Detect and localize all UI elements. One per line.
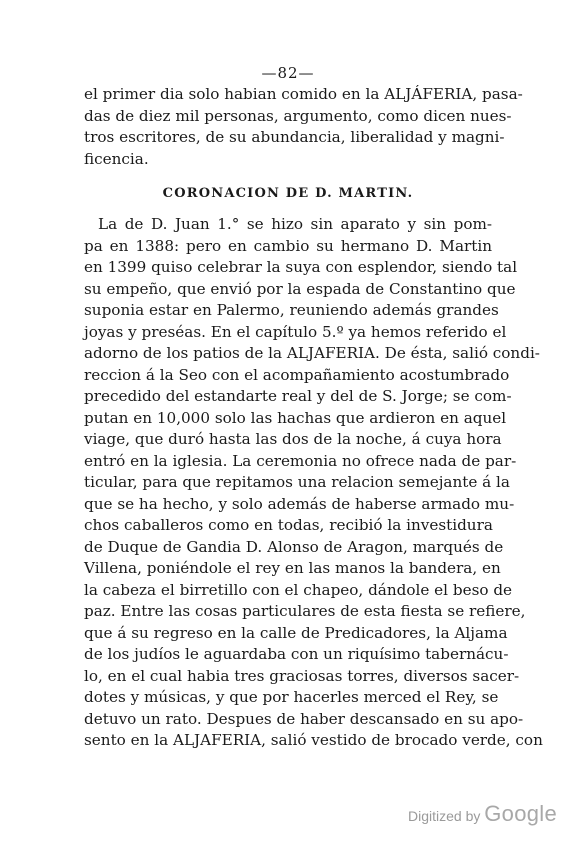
text-line: pa en 1388: pero en cambio su hermano D. Martin	[84, 236, 492, 255]
watermark-brand: Google	[484, 801, 557, 826]
digitized-watermark	[408, 801, 557, 827]
text-line: viage, que duró hasta las dos de la noche, á cuya hora	[84, 430, 502, 448]
paragraph-2	[84, 214, 543, 752]
text-line: ticular, para que repitamos una relacion semejante á la	[84, 473, 510, 491]
text-line: en 1399 quiso celebrar la suya con esplendor, siendo tal	[84, 258, 518, 276]
text-line: detuvo un rato. Despues de haber descansado en su apo-	[84, 709, 524, 728]
text-line: que se ha hecho, y solo además de haberse armado mu-	[84, 494, 515, 513]
text-line: putan en 10,000 solo las hachas que ardieron en aquel	[84, 408, 507, 427]
section-heading: CORONACION DE D. MARTIN.	[162, 186, 414, 201]
text-line: La de D. Juan 1.° se hizo sin aparato y sin pom-	[98, 215, 492, 233]
text-line: adorno de los patios de la ALJAFERIA. De ésta, salió condi-	[84, 344, 540, 362]
text-line: de Duque de Gandia D. Alonso de Aragon, marqués de	[84, 537, 504, 556]
book-page	[84, 64, 543, 752]
text-line: tros escritores, de su abundancia, liberalidad y magni-	[84, 128, 505, 146]
text-line: lo, en el cual habia tres graciosas torres, diversos sacer-	[84, 666, 520, 685]
paragraph-1	[84, 84, 523, 170]
text-line: paz. Entre las cosas particulares de esta fiesta se refiere,	[84, 602, 526, 620]
text-line: entró en la iglesia. La ceremonia no ofrece nada de par-	[84, 451, 517, 470]
text-line: reccion á la Seo con el acompañamiento acostumbrado	[84, 365, 510, 384]
text-line: suponia estar en Palermo, reuniendo además grandes	[84, 301, 499, 319]
text-line: sento en la ALJAFERIA, salió vestido de brocado verde, con	[84, 731, 543, 749]
text-line: la cabeza el birretillo con el chapeo, dándole el beso de	[84, 580, 513, 599]
text-line: que á su regreso en la calle de Predicadores, la Aljama	[84, 623, 508, 642]
text-line: chos caballeros como en todas, recibió la investidura	[84, 516, 493, 534]
watermark-prefix: Digitized by	[407, 808, 481, 824]
page-number: —82—	[261, 64, 315, 82]
text-line: dotes y músicas, y que por hacerles merced el Rey, se	[84, 688, 499, 706]
text-line: ficencia.	[84, 149, 149, 168]
text-line: su empeño, que envió por la espada de Constantino que	[84, 279, 516, 298]
text-line: de los judíos le aguardaba con un riquísimo tabernácu-	[84, 645, 509, 663]
text-line: das de diez mil personas, argumento, como dicen nues-	[84, 106, 512, 125]
text-line: joyas y preséas. En el capítulo 5.º ya hemos referido el	[84, 322, 507, 341]
text-line: Villena, poniéndole el rey en las manos la bandera, en	[84, 559, 501, 577]
text-line: precedido del estandarte real y del de S. Jorge; se com-	[84, 387, 512, 405]
text-line: el primer dia solo habian comido en la ALJÁFERIA, pasa-	[84, 85, 523, 103]
